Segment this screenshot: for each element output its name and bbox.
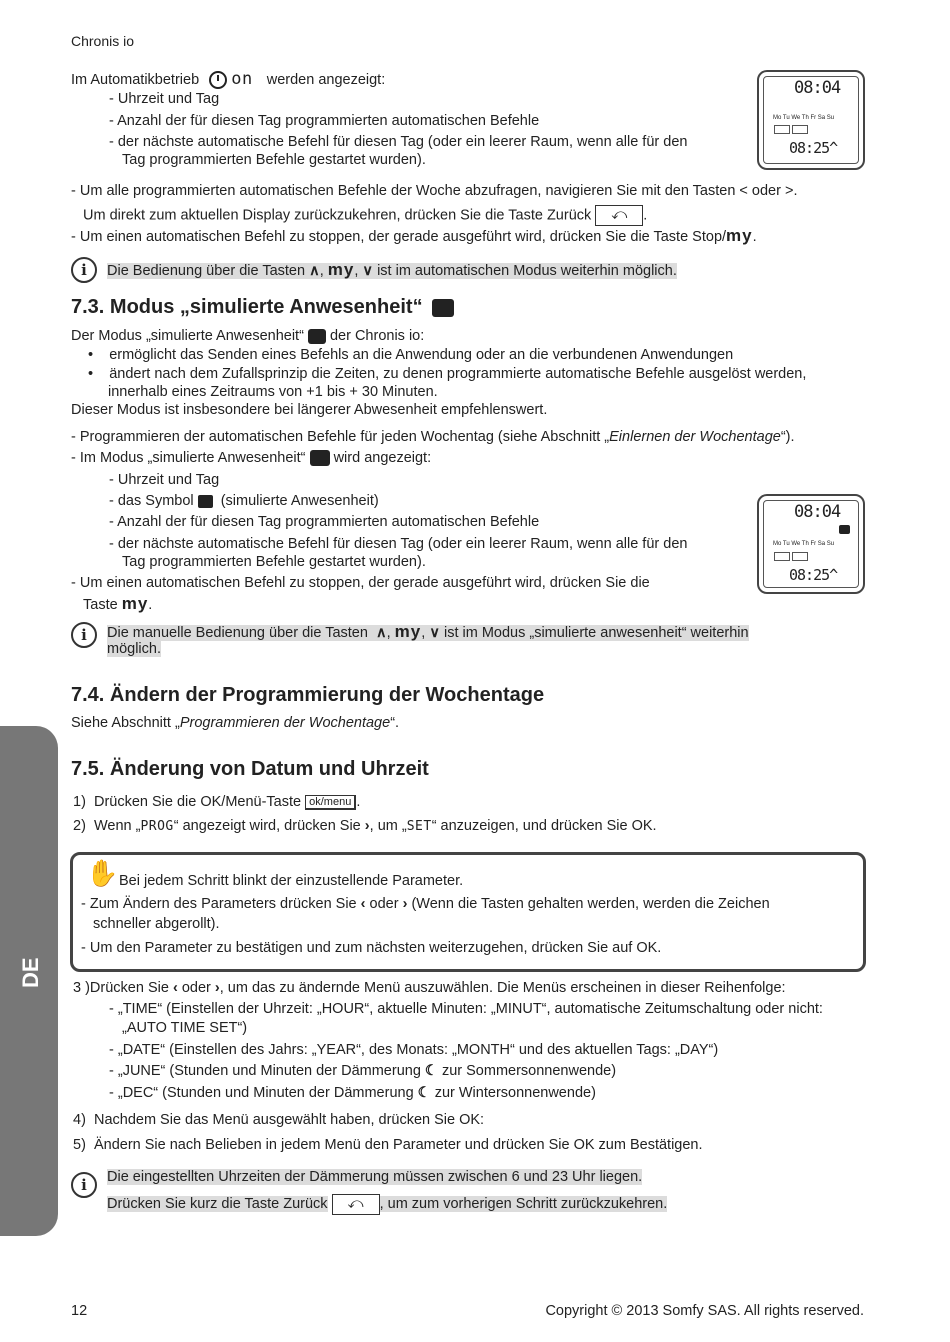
s73-info: Die manuelle Bedienung über die Tasten ∧, my, ∨ ist im Modus „simulierte anwesenheit“ weiterhin (107, 622, 749, 641)
lcd-display-presence (757, 494, 865, 594)
info1: Die Bedienung über die Tasten ∧, my, ∨ ist im automatischen Modus weiterhin möglich. (107, 260, 677, 279)
s73-mode: - Im Modus „simulierte Anwesenheit“ wird angezeigt: (71, 450, 432, 466)
auto-line-post: werden angezeigt: (266, 72, 386, 88)
clock-icon (209, 71, 227, 89)
s73-item: Tag programmierten Befehle gestartet wurden). (122, 554, 426, 570)
right-key-icon: › (402, 896, 408, 912)
info-icon: i (71, 1172, 97, 1198)
down-key-icon: ∨ (429, 625, 440, 641)
info-icon: i (71, 257, 97, 283)
note-line1: Bei jedem Schritt blinkt der einzustellende Parameter. (119, 873, 464, 889)
section-7-5-title: 7.5. Änderung von Datum und Uhrzeit (71, 758, 429, 780)
right-key-icon: › (364, 818, 370, 834)
section-7-3-title: 7.3. Modus „simulierte Anwesenheit“ (71, 296, 454, 319)
nav-line: - Um alle programmierten automatischen Befehle der Woche abzufragen, navigieren Sie mit den Tasten < oder >. (71, 183, 798, 199)
section-7-4-title: 7.4. Ändern der Programmierung der Wochentage (71, 684, 545, 706)
suitcase-icon (310, 450, 330, 466)
suitcase-icon (432, 299, 454, 317)
header-title: Chronis io (71, 33, 135, 49)
stop-line: - Um einen automatischen Befehl zu stoppen, der gerade ausgeführt wird, drücken Sie die Taste Stop/my. (71, 226, 757, 245)
s73-info2: möglich. (107, 641, 161, 657)
down-key-icon: ∨ (362, 263, 374, 279)
lcd-time: 08:04 (794, 78, 841, 98)
s73-intro: Der Modus „simulierte Anwesenheit“ der Chronis io: (71, 328, 425, 344)
lcd-days: Mo Tu We Th Fr Sa Su (773, 115, 835, 121)
lcd-display-auto (757, 70, 865, 170)
back-key-icon: ⤺ (595, 205, 643, 226)
auto-line-pre: Im Automatikbetrieb (71, 72, 200, 88)
s75-info2: Drücken Sie kurz die Taste Zurück ⤺ , um zum vorherigen Schritt zurückzukehren. (107, 1194, 667, 1215)
note-line3: schneller abgerollt). (93, 916, 220, 932)
left-key-icon: ‹ (360, 896, 366, 912)
my-key-icon: my (121, 594, 149, 613)
s73-item: - der nächste automatische Befehl für diesen Tag (oder ein leerer Raum, wenn alle für den (109, 536, 688, 552)
menu-date: - „DATE“ (Einstellen des Jahrs: „YEAR“, des Monats: „MONTH“ und des aktuellen Tags: „DAY“) (109, 1042, 719, 1058)
right-key-icon: › (214, 980, 220, 996)
intro-item: Tag programmierten Befehle gestartet wurden). (122, 152, 426, 168)
intro-item: - Uhrzeit und Tag (109, 91, 220, 107)
note-line4: - Um den Parameter zu bestätigen und zum nächsten weiterzugehen, drücken Sie auf OK. (81, 940, 662, 956)
lcd-next: 08:25^ (789, 139, 838, 157)
step2: 2) Wenn „PROG“ angezeigt wird, drücken Sie ›, um „SET“ anzuzeigen, und drücken Sie OK. (73, 818, 657, 834)
my-key-icon: my (726, 226, 753, 245)
auto-line (71, 69, 385, 89)
step3: 3 )Drücken Sie ‹ oder ›, um das zu ändernde Menü auszuwählen. Die Menüs erscheinen in dieser Reihenfolge: (73, 980, 786, 996)
s73-stop: - Um einen automatischen Befehl zu stoppen, der gerade ausgeführt wird, drücken Sie die (71, 575, 650, 591)
s73-bullet-cont: innerhalb eines Zeitraums von +1 bis + 30 Minuten. (108, 384, 438, 400)
menu-dec: - „DEC“ (Stunden und Minuten der Dämmerung ☾ zur Wintersonnenwende) (109, 1085, 596, 1101)
step1: 1) Drücken Sie die OK/Menü-Taste ok/menu . (73, 794, 361, 810)
s73-bullet: • ermöglicht das Senden eines Befehls an die Anwendung oder an die verbundenen Anwendungen (88, 347, 734, 363)
menu-time: - „TIME“ (Einstellen der Uhrzeit: „HOUR“, aktuelle Minuten: „MINUT“, automatische Zeitumschaltung oder nicht: (109, 1001, 823, 1017)
s73-item: - Anzahl der für diesen Tag programmierten automatischen Befehle (109, 514, 540, 530)
up-key-icon: ∧ (309, 263, 320, 279)
okmenu-key-icon: ok/menu (305, 795, 356, 810)
step5: 5) Ändern Sie nach Belieben in jedem Menü den Parameter und drücken Sie OK zum Bestätigen. (73, 1137, 703, 1153)
up-key-icon: ∧ (375, 625, 387, 641)
hand-icon: ✋ (86, 858, 119, 888)
note-line2: - Zum Ändern des Parameters drücken Sie ‹ oder › (Wenn die Tasten gehalten werden, werden die Zeichen (81, 896, 770, 912)
s75-info1: Die eingestellten Uhrzeiten der Dämmerung müssen zwischen 6 und 23 Uhr liegen. (107, 1169, 643, 1185)
s73-bullet: • ändert nach dem Zufallsprinzip die Zeiten, zu denen programmierte automatische Befehle ausgelöst werden, (88, 366, 807, 382)
moon-icon: ☾ (417, 1085, 431, 1101)
page-number: 12 (71, 1303, 88, 1319)
left-key-icon: ‹ (172, 980, 178, 996)
s73-item: - Uhrzeit und Tag (109, 472, 220, 488)
intro-item: - Anzahl der für diesen Tag programmierten automatischen Befehle (109, 113, 540, 129)
s73-prog: - Programmieren der automatischen Befehle für jeden Wochentag (siehe Abschnitt „Einlernen der Wochentage“). (71, 429, 795, 445)
s73-recommend: Dieser Modus ist insbesondere bei längerer Abwesenheit empfehlenswert. (71, 402, 548, 418)
step4: 4) Nachdem Sie das Menü ausgewählt haben, drücken Sie OK: (73, 1112, 485, 1128)
suitcase-icon (308, 329, 326, 344)
menu-june: - „JUNE“ (Stunden und Minuten der Dämmerung ☾ zur Sommersonnenwende) (109, 1063, 617, 1079)
s74-text: Siehe Abschnitt „Programmieren der Wochentage“. (71, 715, 400, 731)
s73-item: - das Symbol (simulierte Anwesenheit) (109, 493, 379, 509)
auto-on-label: on (231, 69, 253, 89)
back-line: Um direkt zum aktuellen Display zurückzukehren, drücken Sie die Taste Zurück ⤺ . (83, 205, 647, 226)
menu-time2: „AUTO TIME SET“) (122, 1020, 248, 1036)
language-tab-label: DE (18, 957, 43, 988)
moon-icon: ☾ (424, 1063, 438, 1079)
copyright: Copyright © 2013 Somfy SAS. All rights reserved. (545, 1303, 864, 1319)
lcd-time: 08:04 (794, 502, 841, 522)
intro-item: - der nächste automatische Befehl für diesen Tag (oder ein leerer Raum, wenn alle für den (109, 134, 688, 150)
back-key-icon: ⤺ (332, 1194, 380, 1215)
suitcase-icon (839, 525, 850, 534)
lcd-next: 08:25^ (789, 566, 838, 584)
info-icon: i (71, 622, 97, 648)
suitcase-icon (198, 495, 213, 508)
s73-stop2: Taste my. (83, 594, 153, 613)
lcd-days: Mo Tu We Th Fr Sa Su (773, 541, 835, 547)
